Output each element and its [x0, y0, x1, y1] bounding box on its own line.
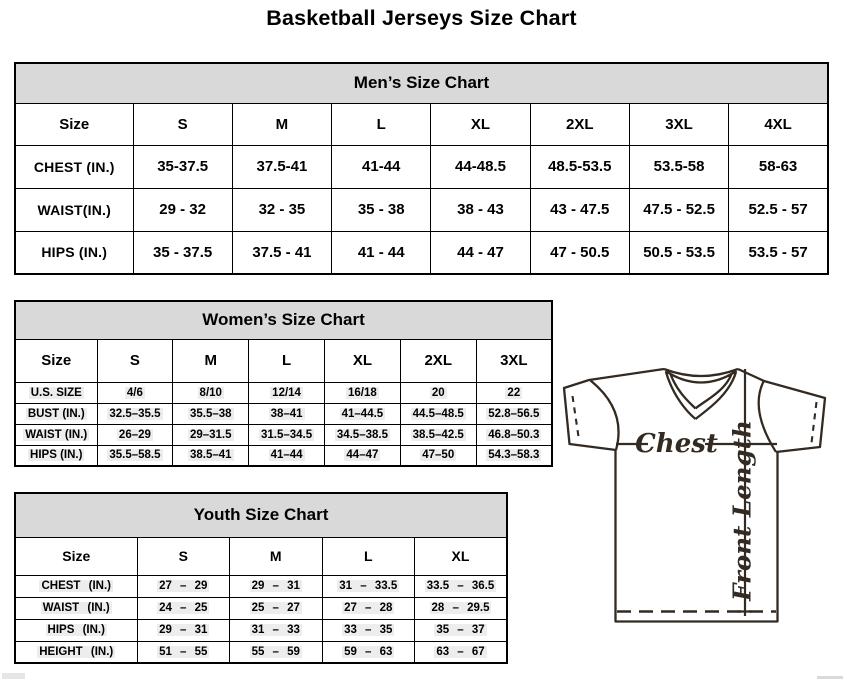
table-row: [15, 188, 828, 231]
youth-header-l: L: [322, 537, 415, 575]
youth-size-chart-table: [14, 492, 508, 664]
mens-cell: 41-44: [332, 145, 431, 188]
womens-header-l: L: [249, 339, 325, 382]
mens-cell: 50.5 - 53.5: [629, 231, 728, 274]
table-row: [15, 63, 828, 103]
youth-cell: 35 – 37: [415, 619, 508, 641]
youth-cell: 29 – 31: [137, 619, 230, 641]
mens-header-size: Size: [15, 103, 133, 145]
womens-row-label-bust: BUST (IN.): [15, 403, 97, 424]
womens-header-m: M: [173, 339, 249, 382]
table-row: [15, 382, 552, 403]
page-title: Basketball Jerseys Size Chart: [266, 6, 577, 30]
mens-cell: 35 - 38: [332, 188, 431, 231]
mens-cell: 35-37.5: [133, 145, 232, 188]
youth-header-xl: XL: [415, 537, 508, 575]
cropped-fragment: [2, 673, 25, 679]
womens-cell: 44.5–48.5: [400, 403, 476, 424]
womens-cell: 46.8–50.3: [476, 424, 552, 445]
table-row: [15, 641, 507, 663]
table-row: [15, 145, 828, 188]
womens-row-label-us-size: U.S. SIZE: [15, 382, 97, 403]
table-row: [15, 231, 828, 274]
womens-size-chart-table: [14, 300, 553, 467]
womens-cell: 35.5–58.5: [97, 445, 173, 466]
table-row: [15, 403, 552, 424]
table-row: [15, 445, 552, 466]
womens-cell: 35.5–38: [173, 403, 249, 424]
mens-header-2xl: 2XL: [530, 103, 629, 145]
womens-cell: 44–47: [324, 445, 400, 466]
womens-cell: 34.5–38.5: [324, 424, 400, 445]
mens-cell: 47.5 - 52.5: [629, 188, 728, 231]
mens-cell: 32 - 35: [232, 188, 331, 231]
womens-row-label-hips: HIPS (IN.): [15, 445, 97, 466]
womens-cell: 31.5–34.5: [249, 424, 325, 445]
youth-table-title: Youth Size Chart: [15, 493, 507, 537]
womens-cell: 41–44.5: [324, 403, 400, 424]
womens-cell: 38.5–42.5: [400, 424, 476, 445]
womens-cell: 52.8–56.5: [476, 403, 552, 424]
table-row: [15, 339, 552, 382]
jersey-measurement-diagram: [558, 362, 836, 624]
womens-header-3xl: 3XL: [476, 339, 552, 382]
womens-cell: 16/18: [324, 382, 400, 403]
youth-header-s: S: [137, 537, 230, 575]
table-row: [15, 301, 552, 339]
table-row: [15, 619, 507, 641]
youth-row-label-height: HEIGHT (IN.): [15, 641, 137, 663]
mens-cell: 38 - 43: [431, 188, 530, 231]
mens-cell: 37.5-41: [232, 145, 331, 188]
mens-header-3xl: 3XL: [629, 103, 728, 145]
womens-header-2xl: 2XL: [400, 339, 476, 382]
mens-header-m: M: [232, 103, 331, 145]
table-row: [15, 575, 507, 597]
youth-cell: 28 – 29.5: [415, 597, 508, 619]
table-row: [15, 537, 507, 575]
mens-header-4xl: 4XL: [729, 103, 828, 145]
youth-cell: 63 – 67: [415, 641, 508, 663]
womens-header-xl: XL: [324, 339, 400, 382]
mens-cell: 53.5 - 57: [729, 231, 828, 274]
mens-cell: 47 - 50.5: [530, 231, 629, 274]
table-row: [15, 103, 828, 145]
jersey-right-armhole-seam: [759, 382, 776, 453]
mens-cell: 41 - 44: [332, 231, 431, 274]
womens-header-size: Size: [15, 339, 97, 382]
mens-size-chart-table: [14, 62, 829, 275]
jersey-left-armhole-seam: [591, 381, 619, 451]
womens-cell: 8/10: [173, 382, 249, 403]
womens-cell: 22: [476, 382, 552, 403]
youth-cell: 29 – 31: [230, 575, 323, 597]
womens-cell: 38.5–41: [173, 445, 249, 466]
womens-cell: 12/14: [249, 382, 325, 403]
table-row: [15, 493, 507, 537]
youth-header-m: M: [230, 537, 323, 575]
youth-cell: 31 – 33: [230, 619, 323, 641]
mens-row-label-hips: HIPS (IN.): [15, 231, 133, 274]
womens-cell: 47–50: [400, 445, 476, 466]
womens-cell: 4/6: [97, 382, 173, 403]
front-length-label: Front Length: [727, 420, 757, 601]
table-row: [15, 597, 507, 619]
mens-cell: 48.5-53.5: [530, 145, 629, 188]
youth-row-label-waist: WAIST (IN.): [15, 597, 137, 619]
mens-table-title: Men’s Size Chart: [15, 63, 828, 103]
womens-cell: 38–41: [249, 403, 325, 424]
youth-cell: 55 – 59: [230, 641, 323, 663]
womens-header-s: S: [97, 339, 173, 382]
womens-table-title: Women’s Size Chart: [15, 301, 552, 339]
womens-cell: 26–29: [97, 424, 173, 445]
mens-cell: 43 - 47.5: [530, 188, 629, 231]
womens-cell: 54.3–58.3: [476, 445, 552, 466]
mens-cell: 58-63: [729, 145, 828, 188]
womens-row-label-waist: WAIST (IN.): [15, 424, 97, 445]
youth-cell: 59 – 63: [322, 641, 415, 663]
mens-header-l: L: [332, 103, 431, 145]
mens-cell: 29 - 32: [133, 188, 232, 231]
mens-header-xl: XL: [431, 103, 530, 145]
mens-cell: 44-48.5: [431, 145, 530, 188]
youth-cell: 25 – 27: [230, 597, 323, 619]
mens-cell: 35 - 37.5: [133, 231, 232, 274]
mens-cell: 52.5 - 57: [729, 188, 828, 231]
jersey-collar: [664, 369, 738, 419]
table-row: [15, 424, 552, 445]
youth-cell: 24 – 25: [137, 597, 230, 619]
youth-cell: 31 – 33.5: [322, 575, 415, 597]
youth-row-label-hips: HIPS (IN.): [15, 619, 137, 641]
youth-cell: 33.5 – 36.5: [415, 575, 508, 597]
mens-cell: 44 - 47: [431, 231, 530, 274]
youth-cell: 27 – 28: [322, 597, 415, 619]
youth-cell: 51 – 55: [137, 641, 230, 663]
mens-header-s: S: [133, 103, 232, 145]
youth-row-label-chest: CHEST (IN.): [15, 575, 137, 597]
womens-cell: 20: [400, 382, 476, 403]
mens-cell: 53.5-58: [629, 145, 728, 188]
jersey-left-cuff-stitch: [573, 396, 580, 440]
mens-row-label-chest: CHEST (IN.): [15, 145, 133, 188]
womens-cell: 41–44: [249, 445, 325, 466]
youth-cell: 33 – 35: [322, 619, 415, 641]
womens-cell: 29–31.5: [173, 424, 249, 445]
mens-row-label-waist: WAIST(IN.): [15, 188, 133, 231]
youth-header-size: Size: [15, 537, 137, 575]
youth-cell: 27 – 29: [137, 575, 230, 597]
jersey-right-cuff-stitch: [812, 402, 817, 443]
mens-cell: 37.5 - 41: [232, 231, 331, 274]
chest-label: Chest: [635, 429, 718, 459]
womens-cell: 32.5–35.5: [97, 403, 173, 424]
